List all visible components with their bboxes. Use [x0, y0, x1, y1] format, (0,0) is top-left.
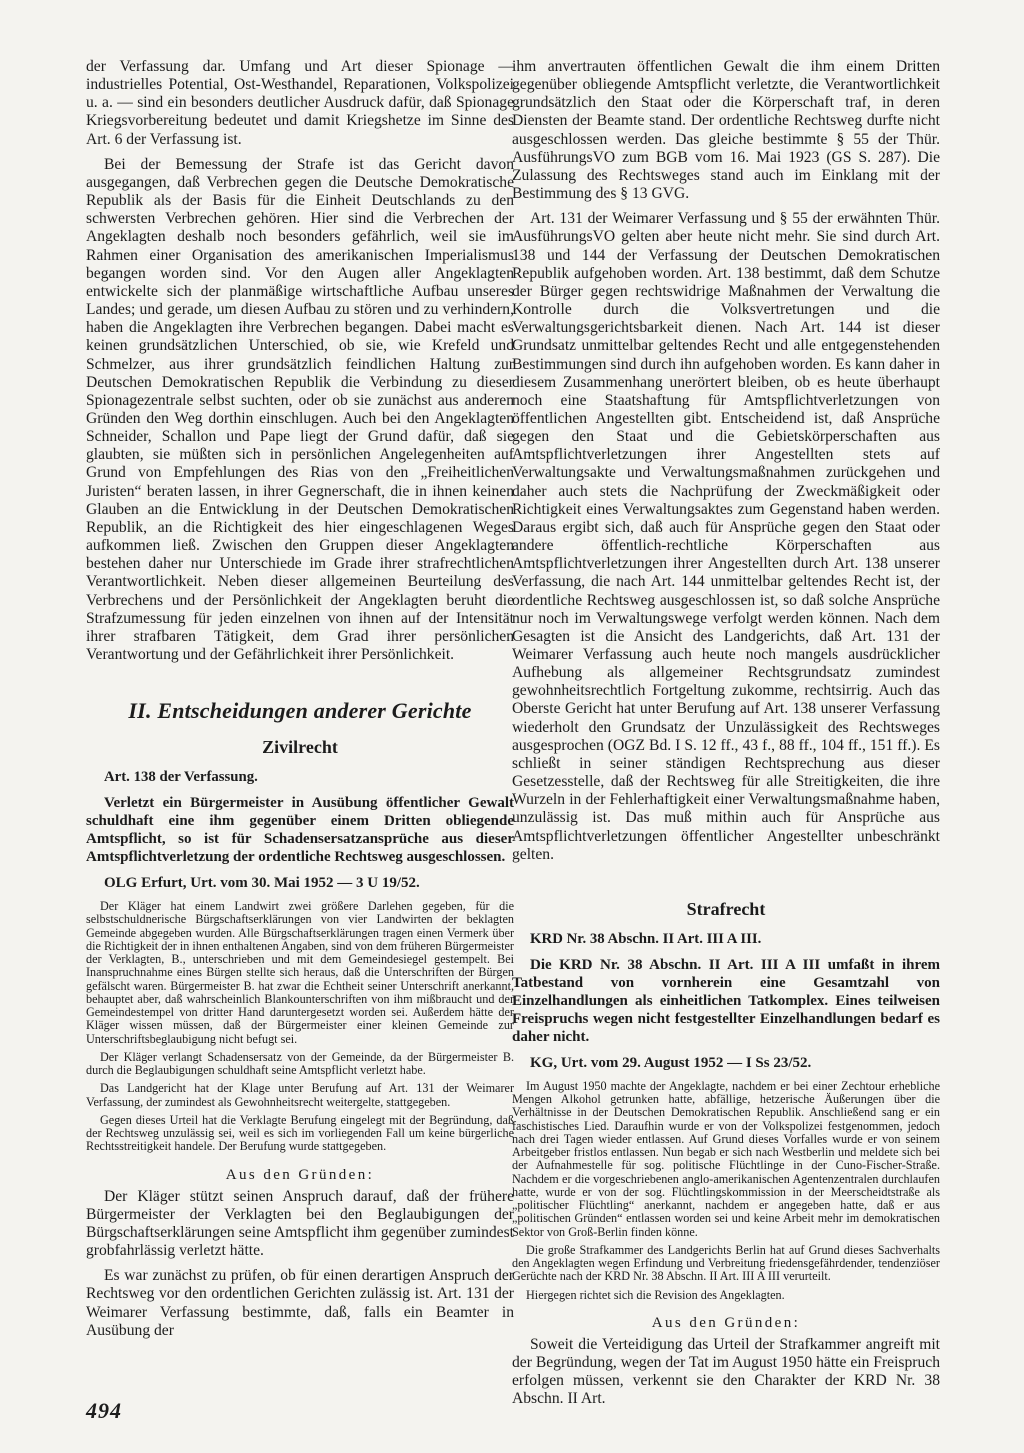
facts-paragraph: Die große Strafkammer des Landgerichts Berlin hat auf Grund dieses Sachverhalts den Angeklagten wegen Erfindung und Verbreitung friedensgefährdender, tendenziöser Gerüchte nach der KRD Nr. 38 Abschn. II Art. III A III verurteilt.	[512, 1242, 940, 1284]
headnote: Verletzt ein Bürgermeister in Ausübung öffentlicher Gewalt schuldhaft eine ihm gegenüber einem Dritten obliegende Amtspflicht, so ist für Schadensersatzansprüche aus dieser Amtspflichtverletzung der ordentliche Rechtsweg ausgeschlossen.	[86, 795, 514, 866]
facts-paragraph: Im August 1950 machte der Angeklagte, nachdem er bei einer Zechtour erhebliche Mengen Alkohol getrunken hatte, abfällige, hetzerische Äußerungen über die Verhältnisse in der Deutschen Demokratischen Republik. Anschließend sang er ein faschistisches Lied. Daraufhin wurde er von der Volkspolizei festgenommen, jedoch nach drei Tagen wieder entlassen. Auf Grund dieses Vorfalles wurde er von seinem Arbeitgeber fristlos entlassen. Nun begab er sich nach Westberlin und meldete sich bei der Aufnahmestelle für sog. politische Flüchtlinge in der Cuno-Fischer-Straße. Nachdem er die vorgeschriebenen anglo-amerikanischen Agentenzentralen durchlaufen hatte, wurde er von der sog. Flüchtlingskommission in der Meerscheidtstraße als „politischer Flüchtling“ anerkannt, nachdem er angegeben hatte, daß er aus „politischen Gründen“ entlassen worden sei und keine Arbeit mehr im demokratischen Sektor von Groß-Berlin finden könne.	[512, 1078, 940, 1239]
subsection-heading: Strafrecht	[686, 898, 766, 919]
right-column	[512, 58, 940, 1409]
facts-paragraph: Hiergegen richtet sich die Revision des Angeklagten.	[526, 1287, 785, 1302]
body-paragraph: Soweit die Verteidigung das Urteil der Strafkammer angreift mit der Begründung, wegen der Tat im August 1950 hätte ein Freispruch erfolgen müssen, verkennt sie den Charakter der KRD Nr. 38 Abschn. II Art.	[512, 1335, 940, 1408]
facts-block	[86, 900, 514, 1154]
grounds-heading: Aus den Gründen:	[225, 1166, 375, 1183]
page-number: 494	[86, 1398, 122, 1423]
body-paragraph: ihm anvertrauten öffentlichen Gewalt die ihm einem Dritten gegenüber obliegende Amtspflicht verletzte, die Verantwortlichkeit grundsätzlich den Staat oder die Körperschaft traf, in deren Diensten der Beamte stand. Der ordentliche Rechtsweg durfte nicht ausgeschlossen werden. Das gleiche bestimmte § 55 der Thür. AusführungsVO zum BGB vom 16. Mai 1923 (GS S. 287). Die Zulassung des Rechtsweges stand auch im Einklang mit der Bestimmung des § 13 GVG.	[512, 58, 940, 203]
body-paragraph: der Verfassung dar. Umfang und Art dieser Spionage — industrielles Potential, Ost-Westhandel, Reparationen, Volkspolizei u. a. — sind ein besonders deutlicher Ausdruck dafür, daß Spionage Kriegsvorbereitung bedeutet und damit Kriegshetze im Sinne des Art. 6 der Verfassung ist.	[86, 58, 514, 148]
body-paragraph: Es war zunächst zu prüfen, ob für einen derartigen Anspruch der Rechtsweg vor den ordentlichen Gerichten zulässig ist. Art. 131 der Weimarer Verfassung bestimmte, daß, falls ein Beamter in Ausübung der	[86, 1267, 514, 1339]
law-reference: Art. 138 der Verfassung.	[104, 769, 258, 786]
facts-paragraph: Gegen dieses Urteil hat die Verklagte Berufung eingelegt mit der Begründung, daß der Rechtsweg unzulässig sei, weil es sich im vorliegenden Fall um keine bürgerliche Rechtsstreitigkeit handele. Der Berufung wurde stattgegeben.	[86, 1112, 514, 1154]
facts-block	[512, 1080, 940, 1302]
body-paragraph: Der Kläger stützt seinen Anspruch darauf, daß der frühere Bürgermeister der Verklagten bei den Beglaubigungen der Bürgschaftserklärungen seine Amtspflicht ihm gegenüber zumindest grobfahrlässig verletzt hätte.	[86, 1187, 514, 1260]
grounds-heading: Aus den Gründen:	[651, 1314, 801, 1331]
facts-paragraph: Der Kläger verlangt Schadensersatz von der Gemeinde, da der Bürgermeister B. durch die Beglaubigungen schuldhaft seine Amtspflicht verletzt habe.	[86, 1049, 514, 1078]
section-heading: II. Entscheidungen anderer Gerichte	[128, 698, 472, 724]
facts-paragraph: Der Kläger hat einem Landwirt zwei größere Darlehen gegeben, für die selbstschuldnerische Bürgschaftserklärungen von vier Landwirten der beklagten Gemeinde abgegeben wurden. Alle Bürgschaftserklärungen tragen einen Vermerk über die Richtigkeit der in ihnen enthaltenen Angaben, sind von dem früheren Bürgermeister der Verklagten, B., unterschrieben und mit dem Gemeindesiegel gestempelt. Bei Inanspruchnahme eines Bürgen stellte sich heraus, daß die Unterschriften der Bürgen gefälscht waren. Bürgermeister B. hat zwar die Echtheit seiner Unterschrift anerkannt, behauptet aber, daß wahrscheinlich Blankounterschriften von ihm mißbraucht und der Gemeindestempel von dritter Hand daruntergesetzt worden sei. Außerdem hätte der Kläger wissen müssen, daß der Bürgermeister einer kleinen Gemeinde zur Unterschriftsbeglaubigung nicht befugt sei.	[86, 899, 514, 1046]
headnote: Die KRD Nr. 38 Abschn. II Art. III A III umfaßt in ihrem Tatbestand von vornherein eine Gesamtzahl von Einzelhandlungen als einheitlichen Tatkomplex. Eines teilweisen Freispruchs wegen nicht festgestellter Einzelhandlungen bedarf es daher nicht.	[512, 956, 940, 1045]
left-column	[86, 58, 514, 1340]
case-citation: OLG Erfurt, Urt. vom 30. Mai 1952 — 3 U 19/52.	[104, 875, 420, 892]
law-reference: KRD Nr. 38 Abschn. II Art. III A III.	[530, 930, 762, 947]
body-paragraph: Bei der Bemessung der Strafe ist das Gericht davon ausgegangen, daß Verbrechen gegen die Deutsche Demokratische Republik als der Basis für die Einheit Deutschlands zu den schwersten Verbrechen gehören. Hier sind die Verbrechen der Angeklagten deshalb noch besonders gefährlich, weil sie im Rahmen einer Organisation des amerikanischen Imperialismus begangen worden sind. Vor den Augen aller Angeklagten entwickelte sich der planmäßige wirtschaftliche Aufbau unseres Landes; und gerade, um diesen Aufbau zu stören und zu verhindern, haben die Angeklagten ihre Verbrechen begangen. Dabei macht es keinen grundsätzlichen Unterschied, ob sie, wie Krefeld und Schmelzer, aus ihrer grundsätzlich feindlichen Haltung zur Deutschen Demokratischen Republik die Verbindung zu dieser Spionagezentrale selbst suchten, oder ob sie zunächst aus anderen Gründen den Weg dorthin einschlugen. Auch bei den Angeklagten Schneider, Schallon und Pape liegt der Grund dafür, daß sie glaubten, sie müßten sich in persönlichen Angelegenheiten auf Grund von Empfehlungen des Rias von den „Freiheitlichen Juristen“ beraten lassen, in ihrer Gegnerschaft, die in ihnen keinen Glauben an die Entwicklung in der Deutschen Demokratischen Republik, an die Richtigkeit des hier eingeschlagenen Weges aufkommen ließ. Zwischen den Gruppen dieser Angeklagten bestehen daher nur Unterschiede im Grade ihrer strafrechtlichen Verantwortlichkeit. Neben dieser allgemeinen Beurteilung des Verbrechens und der Persönlichkeit der Angeklagten beruht die Strafzumessung für jeden einzelnen von ihnen auf der Intensität ihrer strafbaren Tätigkeit, dem Grad ihrer persönlichen Verantwortung und der Gefährlichkeit ihrer Persönlichkeit.	[86, 155, 514, 663]
facts-paragraph: Das Landgericht hat der Klage unter Berufung auf Art. 131 der Weimarer Verfassung, der zumindest als Gewohnheitsrecht weitergelte, stattgegeben.	[86, 1081, 514, 1109]
subsection-heading: Zivilrecht	[262, 737, 338, 758]
case-citation: KG, Urt. vom 29. August 1952 — I Ss 23/52.	[530, 1054, 812, 1071]
body-paragraph: Art. 131 der Weimarer Verfassung und § 55 der erwähnten Thür. AusführungsVO gelten aber heute nicht mehr. Sie sind durch Art. 138 und 144 der Verfassung der Deutschen Demokratischen Republik aufgehoben worden. Art. 138 bestimmt, daß dem Schutze der Bürger gegen rechtswidrige Maßnahmen der Verwaltung die Kontrolle durch die Volksvertretungen und die Verwaltungsgerichtsbarkeit dienen. Nach Art. 144 ist dieser Grundsatz unmittelbar geltendes Recht und alle entgegenstehenden Bestimmungen sind durch ihn aufgehoben worden. Es kann daher in diesem Zusammenhang unerörtert bleiben, ob es heute überhaupt noch eine Staatshaftung für Amtspflichtverletzungen von öffentlichen Angestellten gibt. Entscheidend ist, daß Ansprüche gegen den Staat und die Gebietskörperschaften aus Amtspflichtverletzungen ihrer Angestellten stets auf Verwaltungsakte und Verwaltungsmaßnahmen zurückgehen und daher auch stets die Nachprüfung der Zweckmäßigkeit oder Richtigkeit eines Verwaltungsaktes zum Gegenstand haben werden. Daraus ergibt sich, daß auch für Ansprüche gegen den Staat oder andere öffentlich-rechtliche Körperschaften aus Amtspflichtverletzungen ihrer Angestellten durch Art. 138 unserer Verfassung, die nach Art. 144 unmittelbar geltendes Recht ist, der ordentliche Rechtsweg ausgeschlossen ist, so daß solche Ansprüche nur noch im Verwaltungswege verfolgt werden können. Nach dem Gesagten ist die Ansicht des Landgerichts, daß Art. 131 der Weimarer Verfassung auch heute noch mangels ausdrücklicher Aufhebung als allgemeiner Rechtsgrundsatz zumindest gewohnheitsrechtlich Fortgeltung zukomme, rechtsirrig. Auch das Oberste Gericht hat unter Berufung auf Art. 138 unserer Verfassung wiederholt den Grundsatz der Unzulässigkeit des Rechtsweges ausgesprochen (OGZ Bd. I S. 12 ff., 43 f., 88 ff., 104 ff., 151 ff.). Es schließt in seiner ständigen Rechtsprechung aus dieser Gesetzesstelle, daß der Rechtsweg für alle Streitigkeiten, die ihre Wurzeln in der Fehlerhaftigkeit einer Verwaltungsmaßnahme haben, unzulässig ist. Das muß mithin auch für Ansprüche aus Amtspflichtverletzungen öffentlicher Angestellter unbeschränkt gelten.	[512, 210, 940, 863]
